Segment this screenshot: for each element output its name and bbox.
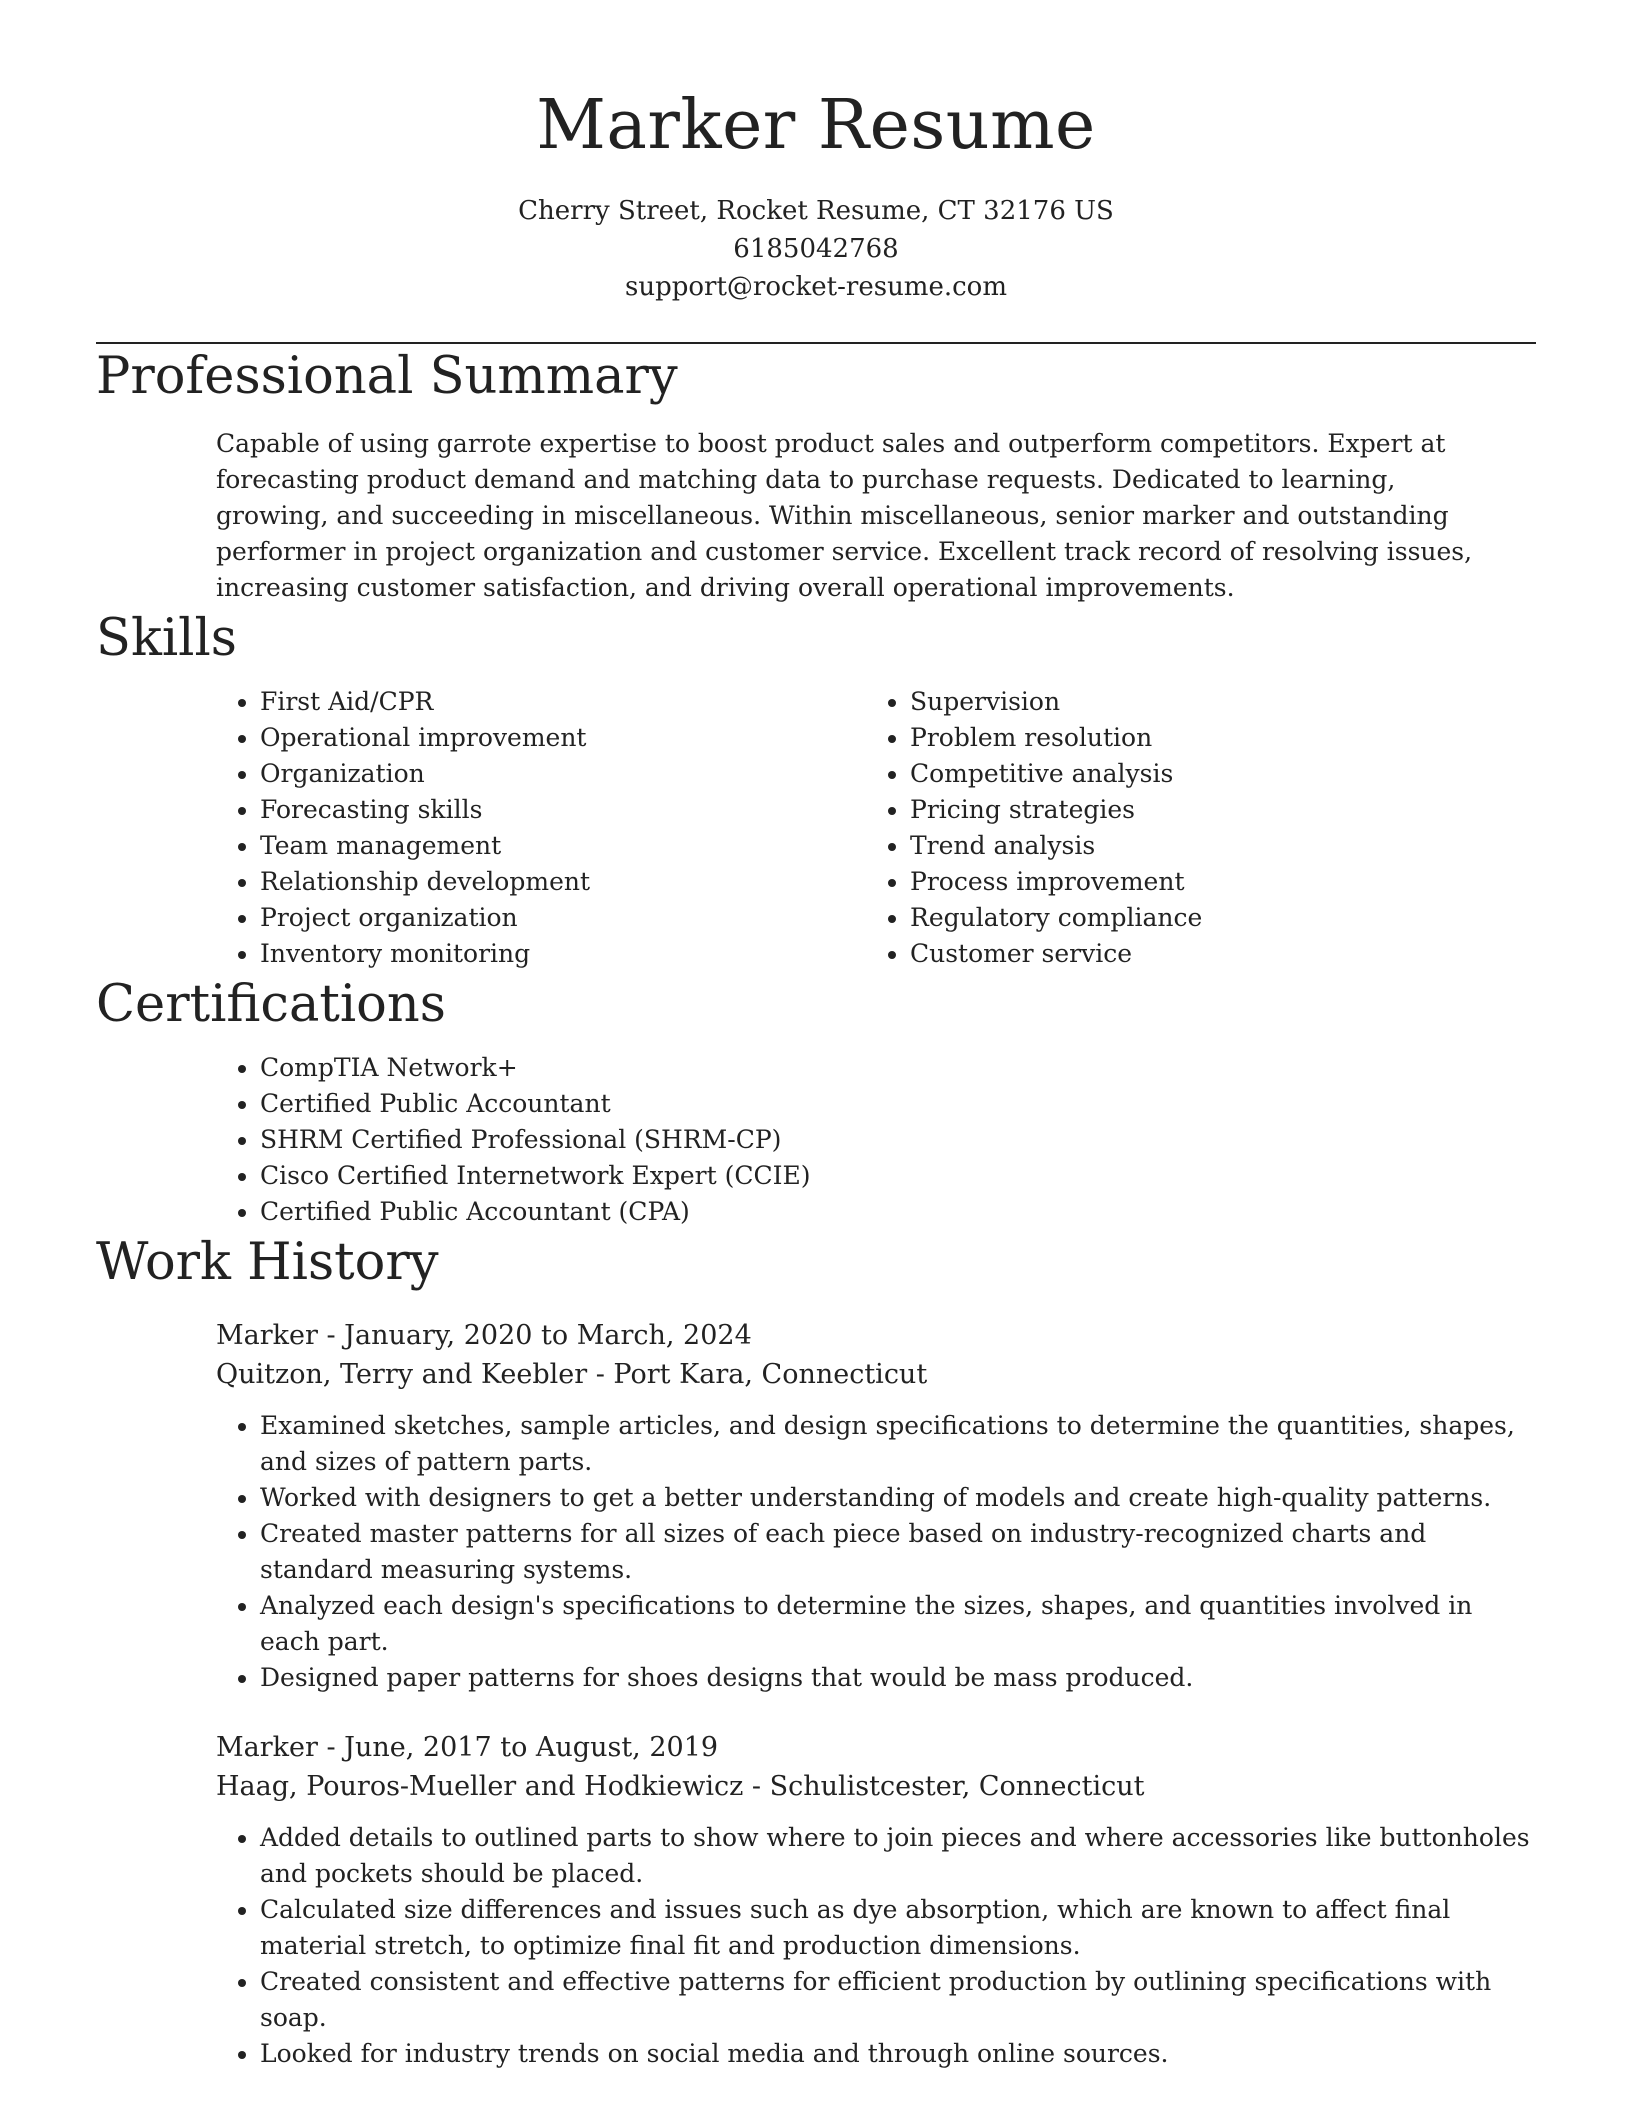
certification-item: • SHRM Certified Professional (SHRM-CP) xyxy=(260,1122,1536,1158)
certifications-heading: Certifications xyxy=(96,975,446,1034)
job-title: Marker - June, 2017 to August, 2019 xyxy=(216,1732,719,1763)
resume-header xyxy=(96,0,1536,306)
certification-item: • Cisco Certified Internetwork Expert (CCIE) xyxy=(260,1158,1536,1194)
skill-item: • Trend analysis xyxy=(910,828,1516,864)
skill-item: • Problem resolution xyxy=(910,720,1516,756)
work-history-list xyxy=(96,1316,1536,2072)
skill-item: • Relationship development xyxy=(260,864,866,900)
job-duty: • Added details to outlined parts to show where to join pieces and where accessories like buttonholes and pockets should be placed. xyxy=(260,1820,1536,1892)
contact-phone: 6185042768 xyxy=(733,234,899,264)
skills-heading: Skills xyxy=(96,609,237,668)
certification-item: • CompTIA Network+ xyxy=(260,1050,1536,1086)
job-entry xyxy=(96,1728,1536,2072)
certifications-list xyxy=(216,1050,1536,1230)
job-duty: • Created master patterns for all sizes of each piece based on industry-recognized charts and standard measuring systems. xyxy=(260,1516,1536,1588)
job-duty: • Created consistent and effective patterns for efficient production by outlining specifications with soap. xyxy=(260,1964,1536,2036)
contact-info xyxy=(96,192,1536,306)
summary-heading: Professional Summary xyxy=(96,347,678,406)
skill-item: • Team management xyxy=(260,828,866,864)
skills-column-right xyxy=(866,684,1516,972)
skills-column-left xyxy=(216,684,866,972)
skill-item: • Operational improvement xyxy=(260,720,866,756)
skills-list-left xyxy=(216,684,866,972)
contact-address: Cherry Street, Rocket Resume, CT 32176 US xyxy=(518,196,1114,226)
skill-item: • Process improvement xyxy=(910,864,1516,900)
job-company: Haag, Pouros-Mueller and Hodkiewicz - Schulistcester, Connecticut xyxy=(216,1771,1145,1802)
job-company: Quitzon, Terry and Keebler - Port Kara, Connecticut xyxy=(216,1359,928,1390)
job-duty: • Looked for industry trends on social media and through online sources. xyxy=(260,2036,1536,2072)
job-duties-list xyxy=(216,1820,1536,2072)
skill-item: • Customer service xyxy=(910,936,1516,972)
job-duty: • Calculated size differences and issues such as dye absorption, which are known to affect final material stretch, to optimize final fit and production dimensions. xyxy=(260,1892,1536,1964)
job-duty: • Analyzed each design's specifications to determine the sizes, shapes, and quantities involved in each part. xyxy=(260,1588,1536,1660)
contact-email: support@rocket-resume.com xyxy=(624,272,1007,302)
skills-list-right xyxy=(866,684,1516,972)
job-duty: • Designed paper patterns for shoes designs that would be mass produced. xyxy=(260,1660,1536,1696)
skills-grid xyxy=(96,684,1536,972)
skill-item: • Supervision xyxy=(910,684,1516,720)
skill-item: • Pricing strategies xyxy=(910,792,1516,828)
certification-item: • Certified Public Accountant xyxy=(260,1086,1536,1122)
resume-name: Marker Resume xyxy=(536,86,1096,165)
job-duty: • Examined sketches, sample articles, and design specifications to determine the quantities, shapes, and sizes of pattern parts. xyxy=(260,1408,1536,1480)
skill-item: • Forecasting skills xyxy=(260,792,866,828)
certification-item: • Certified Public Accountant (CPA) xyxy=(260,1194,1536,1230)
job-title: Marker - January, 2020 to March, 2024 xyxy=(216,1320,752,1351)
job-duties-list xyxy=(216,1408,1536,1696)
job-duty: • Worked with designers to get a better understanding of models and create high-quality patterns. xyxy=(260,1480,1536,1516)
skill-item: • Organization xyxy=(260,756,866,792)
skill-item: • Competitive analysis xyxy=(910,756,1516,792)
job-entry xyxy=(96,1316,1536,1696)
skill-item: • Regulatory compliance xyxy=(910,900,1516,936)
skill-item: • Project organization xyxy=(260,900,866,936)
skill-item: • Inventory monitoring xyxy=(260,936,866,972)
skill-item: • First Aid/CPR xyxy=(260,684,866,720)
work-history-heading: Work History xyxy=(96,1233,439,1292)
summary-text: Capable of using garrote expertise to boost product sales and outperform competitors. Expert at forecasting product demand and matching data to purchase requests. Dedicated to learning, growing, and succeeding in miscellaneous. Within miscellaneous, senior marker and outstanding performer in project organization and customer service. Excellent track record of resolving issues, increasing customer satisfaction, and driving overall operational improvements. xyxy=(216,429,1473,602)
certifications-block xyxy=(96,1050,1536,1230)
